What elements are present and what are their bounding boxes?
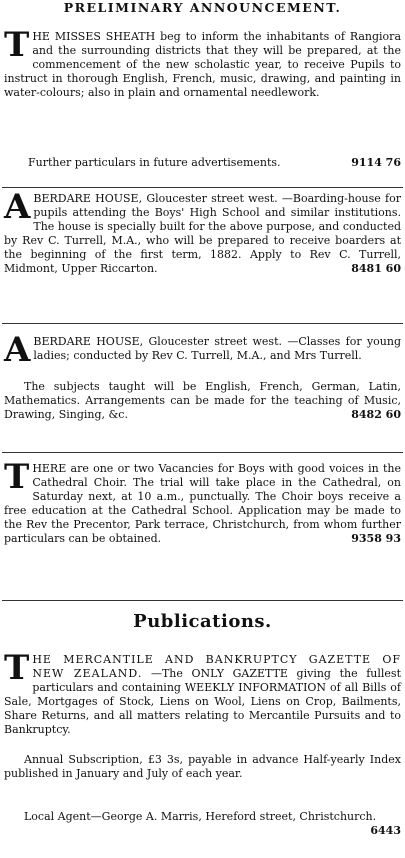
aberdare-boarding-advertisement — [4, 187, 401, 276]
drop-cap: A — [4, 330, 31, 370]
drop-cap: A — [4, 187, 31, 227]
gazette-description: —The ONLY GAZETTE giving the fullest particulars and containing WEEKLY INFORMATION of all Bills of Sale, Mortgages of Stock, Liens on Wool, Liens on Crop, Bailments, Share Returns, and all matters relating to Mercantile Pursuits and to Bankruptcy. — [4, 667, 401, 736]
column-rule — [2, 323, 403, 324]
aberdare-boarding-text: BERDARE HOUSE, Gloucester street west. —Boarding-house for pupils attending the Boys' High School and similar institutions. The house is specially built for the above purpose, and conducted by Rev C. Turrell, M.A., who will be prepared to receive boarders at the beginning of the first term, 1882. Apply to Rev C. Turrell, Midmont, Upper Riccarton. — [4, 192, 401, 275]
ad-reference-number: 8482 60 — [351, 408, 401, 421]
column-rule — [2, 187, 403, 188]
further-particulars-notice — [4, 156, 401, 170]
aberdare-classes-text: BERDARE HOUSE, Gloucester street west. —Classes for young ladies; conducted by Rev C. Turrell, M.A., and Mrs Turrell. — [33, 335, 401, 362]
cathedral-choir-text: HERE are one or two Vacancies for Boys with good voices in the Cathedral Choir. The trial will take place in the Cathedral, on Saturday next, at 10 a.m., punctually. The Choir boys receive a free education at the Cathedral School. Application may be made to the Rev the Precentor, Park terrace, Christchurch, from whom further particulars can be obtained. — [4, 462, 401, 545]
ad-reference-number: 8481 60 — [351, 262, 401, 275]
subscription-paragraph — [4, 753, 401, 781]
sheath-advertisement — [4, 25, 401, 100]
gazette-title: HE MERCANTILE AND BANKRUPTCY GAZETTE OF NEW ZEALAND. — [32, 653, 401, 680]
column-rule — [2, 452, 403, 453]
drop-cap: T — [4, 25, 30, 65]
aberdare-classes-advertisement — [4, 330, 401, 370]
aberdare-subjects-paragraph — [4, 380, 401, 422]
local-agent-paragraph — [4, 810, 401, 838]
drop-cap: T — [4, 457, 30, 497]
mercantile-gazette-advertisement — [4, 648, 401, 737]
ad-reference-number: 9358 93 — [351, 532, 401, 545]
aberdare-subjects-text: The subjects taught will be English, French, German, Latin, Mathematics. Arrangements can be made for the teaching of Music, Drawing, Singing, &c. — [4, 380, 401, 421]
column-rule — [2, 600, 403, 601]
drop-cap: T — [4, 648, 30, 688]
local-agent-text: Local Agent—George A. Marris, Hereford street, Christchurch. — [24, 810, 377, 823]
preliminary-announcement-heading: PRELIMINARY ANNOUNCEMENT. — [63, 0, 342, 15]
ad-reference-number: 9114 76 — [351, 156, 401, 169]
subscription-text: Annual Subscription, £3 3s, payable in advance Half-yearly Index published in January and July of each year. — [4, 753, 401, 780]
publications-heading: Publications. — [133, 611, 272, 632]
cathedral-choir-advertisement — [4, 457, 401, 546]
sheath-advertisement-text: HE MISSES SHEATH beg to inform the inhabitants of Rangiora and the surrounding districts that they will be prepared, at the commencement of the new scholastic year, to receive Pupils to instruct in thorough English, French, music, drawing, and painting in water-colours; also in plain and ornamental needlework. — [4, 30, 401, 99]
ad-reference-number: 6443 — [370, 824, 401, 837]
further-particulars-text: Further particulars in future advertisements. — [28, 156, 281, 169]
